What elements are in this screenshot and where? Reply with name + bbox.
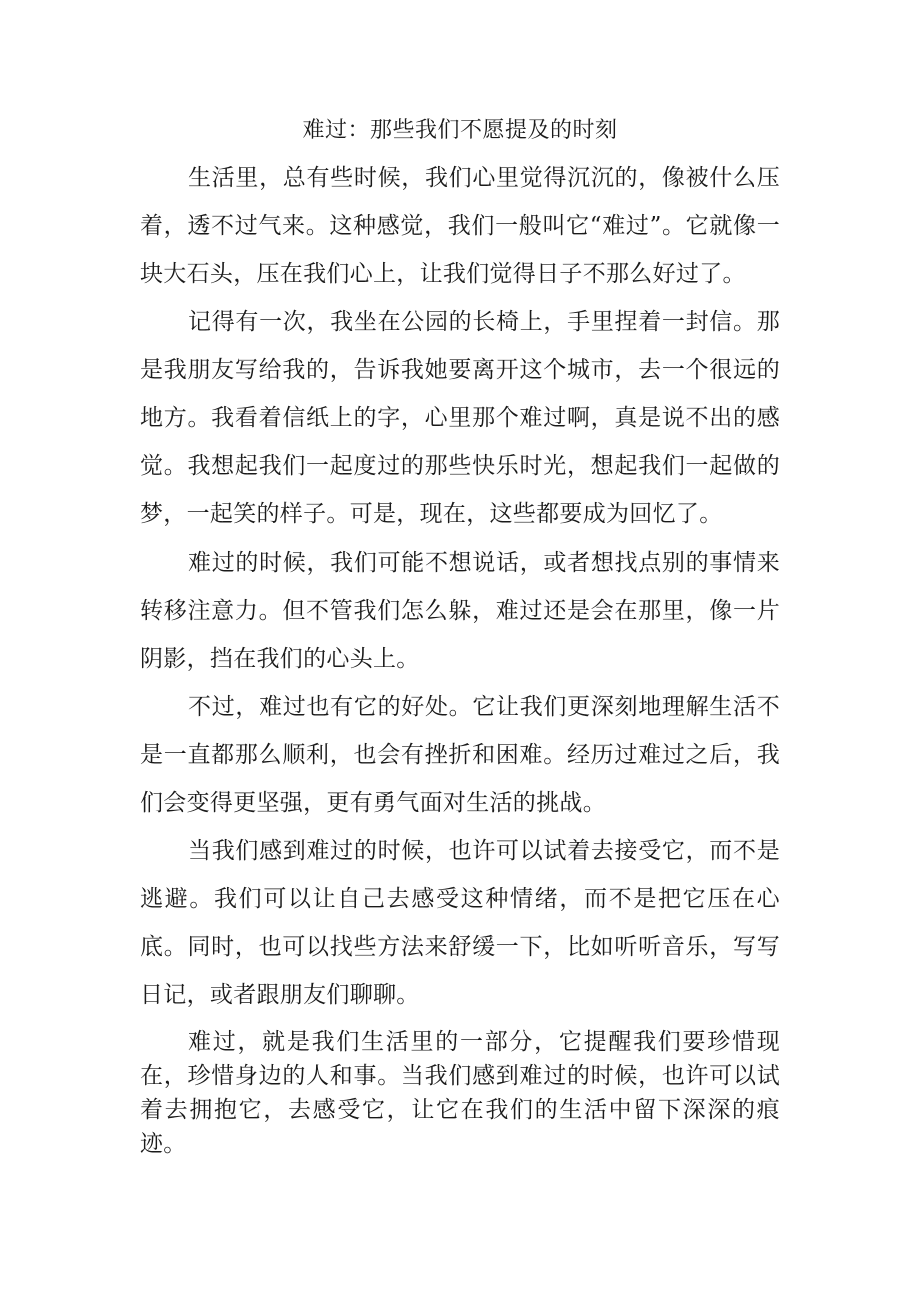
document-title: 难过：那些我们不愿提及的时刻 bbox=[302, 118, 618, 143]
paragraph-1: 生活里，总有些时候，我们心里觉得沉沉的，像被什么压着，透不过气来。这种感觉，我们一般叫它“难过”。它就像一块大石头，压在我们心上，让我们觉得日子不那么好过了。 bbox=[140, 165, 780, 287]
paragraph-3: 难过的时候，我们可能不想说话，或者想找点别的事情来转移注意力。但不管我们怎么躲，难过还是会在那里，像一片阴影，挡在我们的心头上。 bbox=[140, 550, 780, 672]
paragraph-5: 当我们感到难过的时候，也许可以试着去接受它，而不是逃避。我们可以让自己去感受这种情绪，而不是把它压在心底。同时，也可以找些方法来舒缓一下，比如听听音乐，写写日记，或者跟朋友们聊聊。 bbox=[140, 838, 780, 1008]
paragraph-6: 难过，就是我们生活里的一部分，它提醒我们要珍惜现在，珍惜身边的人和事。当我们感到难过的时候，也许可以试着去拥抱它，去感受它，让它在我们的生活中留下深深的痕迹。 bbox=[140, 1029, 780, 1157]
paragraph-2: 记得有一次，我坐在公园的长椅上，手里捏着一封信。那是我朋友写给我的，告诉我她要离开这个城市，去一个很远的地方。我看着信纸上的字，心里那个难过啊，真是说不出的感觉。我想起我们一起度过的那些快乐时光，想起我们一起做的梦，一起笑的样子。可是，现在，这些都要成为回忆了。 bbox=[140, 309, 780, 527]
paragraph-4: 不过，难过也有它的好处。它让我们更深刻地理解生活不是一直都那么顺利，也会有挫折和困难。经历过难过之后，我们会变得更坚强，更有勇气面对生活的挑战。 bbox=[140, 694, 780, 816]
